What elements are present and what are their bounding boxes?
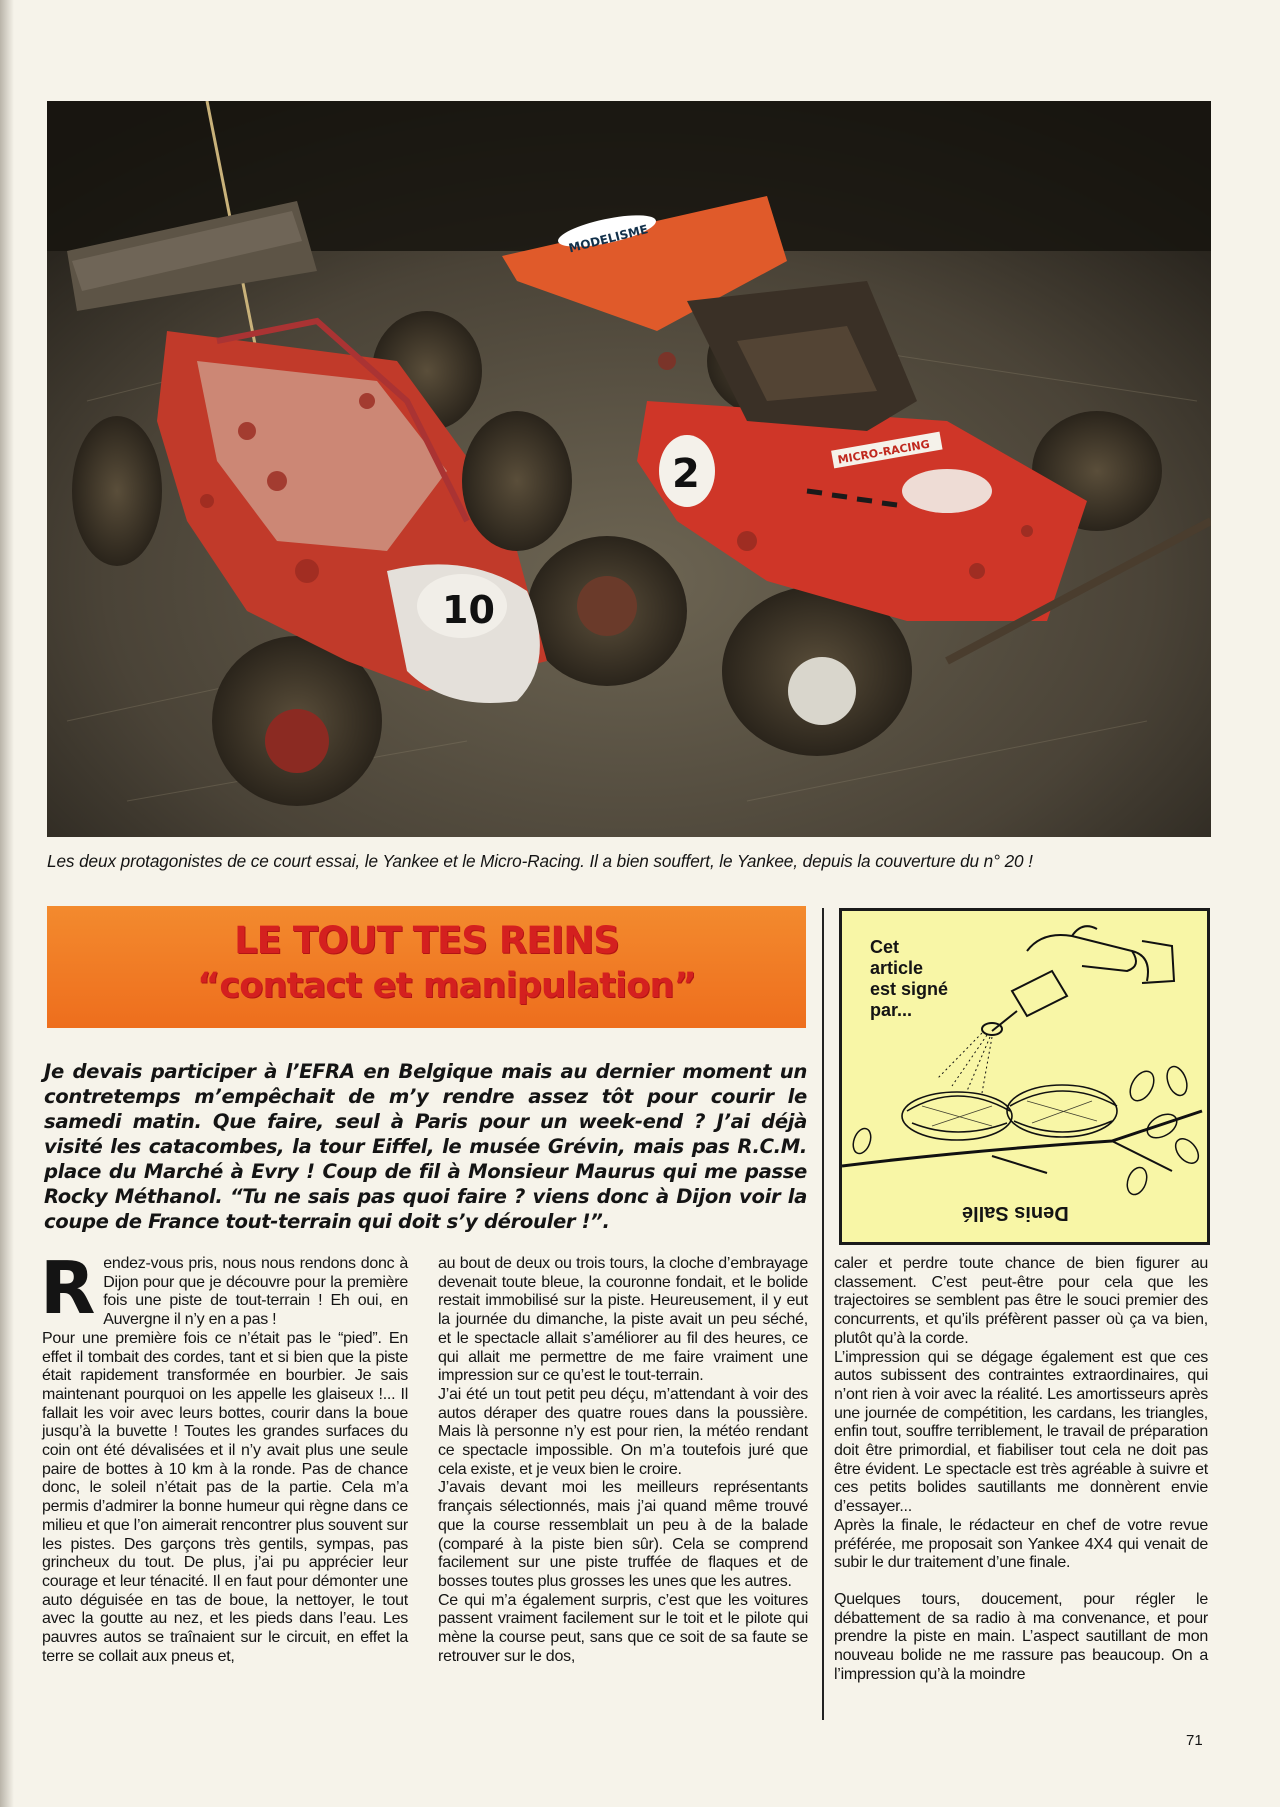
signature-intro	[870, 937, 980, 1021]
paragraph: J’ai été un tout petit peu déçu, m’attendant à voir des autos déraper des quatre roues dans la poussière. Mais là personne n’y est pour rien, la météo rendant ce spectacle impossible. On m’a toutefois juré que cela existe, et je veux bien le croire.	[438, 1385, 808, 1478]
paragraph: au bout de deux ou trois tours, la cloche d’embrayage devenait toute bleue, la couronne fondait, et le bolide restait immobilisé sur la piste. Heureusement, il y eut la journée du dimanche, la piste avait un peu séché, et le spectacle allait s’améliorer au fil des heures, ce qui allait me permettre de me faire vraiment une impression sur ce qu’est le tout-terrain.	[438, 1255, 808, 1385]
paragraph	[40, 1246, 408, 1330]
paragraph: L’impression qui se dégage également est que ces autos subissent des contraintes extraordinaires, qui n’ont rien à voir avec la réalité. Les amortisseurs après une journée de compétition, les cardans, les triangles, enfin tout, souffre terriblement, le travail de préparation doit être primordial, et fiabiliser tout cela ne doit pas être évident. Le spectacle est très agréable à suivre et ces petits bolides sautillants me donnèrent envie d’essayer...	[834, 1348, 1208, 1516]
svg-text:10: 10	[442, 588, 495, 632]
drop-cap: R	[40, 1246, 96, 1330]
paragraph: Ce qui m’a également surpris, c’est que les voitures passent vraiment facilement sur le toit et le pilote qui mène la course peut, sans que ce soit de sa faute se retrouver sur le dos,	[438, 1591, 808, 1665]
paragraph: J’avais devant moi les meilleurs représentants français sélectionnés, mais j’ai quand même trouvé que la course ressemblait un peu à de la balade (comparé à la piste bien sûr). Cela se comprend facilement sur une piste truffée de flaques et de bosses toutes plus grosses les unes que les autres.	[438, 1479, 808, 1590]
author-name: Denis Sallé	[962, 1202, 1069, 1224]
body-column-2	[438, 1255, 808, 1666]
svg-text:MODELISME: MODELISME	[567, 222, 650, 256]
author-signature-box	[839, 908, 1210, 1245]
page-binding-shadow	[0, 0, 14, 1807]
paragraph: Après la finale, le rédacteur en chef de votre revue préférée, me proposait son Yankee 4X4 qui venait de subir le dur traitement d’une finale.	[834, 1516, 1208, 1572]
svg-text:MICRO-RACING: MICRO-RACING	[836, 437, 931, 467]
body-column-3	[834, 1255, 1208, 1684]
paragraph-text: endez-vous pris, nous nous rendons donc à Dijon pour que je découvre pour la première fois une piste de tout-terrain ! Eh oui, en Auvergne il n’y en a pas !	[103, 1255, 408, 1329]
article-subtitle: “contact et manipulation”	[197, 966, 696, 1006]
article-title-banner	[47, 906, 806, 1028]
signature-intro-line: par...	[870, 1000, 913, 1020]
page-number: 71	[1186, 1732, 1203, 1749]
signature-intro-line: article	[870, 958, 924, 978]
photo-caption: Les deux protagonistes de ce court essai, le Yankee et le Micro-Racing. Il a bien souffert, le Yankee, depuis la couverture du n° 20 !	[47, 851, 1033, 871]
paragraph: Pour une première fois ce n’était pas le “pied”. En effet il tombait des cordes, tant et si bien que la piste était rapidement transformée en bourbier. Je sais maintenant pourquoi on les appelle les glaiseux !... Il fallait les voir avec leurs bottes, courir dans la boue jusqu’à la buvette ! Toutes les grandes surfaces du coin ont été dévalisées et il n’y avait plus une seule paire de bottes à 10 km à la ronde. Pas de chance donc, le soleil n’était pas de la partie. Cela m’a permis d’admirer la bonne humeur qui règne dans ce milieu et que l’on aimerait rencontrer plus souvent sur les pistes. Des garçons très gentils, sympas, pas grincheux du tout. De plus, j’ai pu apprécier leur courage et leur ténacité. Il en faut pour démonter une auto déguisée en tas de boue, la nettoyer, le tout avec la goutte au nez, et les pieds dans l’eau. Les pauvres autos se traînaient sur le circuit, en effet la terre se collait aux pneus et,	[42, 1329, 408, 1665]
body-column-1	[40, 1246, 408, 1666]
lead-paragraph: Je devais participer à l’EFRA en Belgique mais au dernier moment un contretemps m’empêchait de m’y rendre assez tôt pour courir le samedi matin. Que faire, seul à Paris pour un week-end ? J’ai déjà visité les catacombes, la tour Eiffel, le musée Grévin, mais pas R.C.M. place du Marché à Evry ! Coup de fil à Monsieur Maurus qui me passe Rocky Méthanol. “Tu ne sais pas quoi faire ? viens donc à Dijon voir la coupe de France tout-terrain qui doit s’y dérouler !”.	[44, 1060, 807, 1233]
signature-intro-line: est signé	[870, 979, 949, 999]
svg-text:2: 2	[672, 451, 700, 497]
photo-rc-buggies	[47, 101, 1211, 837]
paragraph: Quelques tours, doucement, pour régler le débattement de sa radio à ma convenance, et pour prendre la piste en main. L’aspect sautillant de mon nouveau bolide ne me rassure pas beaucoup. On a l’impression qu’à la moindre	[834, 1590, 1208, 1683]
paragraph: caler et perdre toute chance de bien figurer au classement. C’est peut-être pour cela que les trajectoires se semblent pas être le souci premier des concurrents, et qu’ils préfèrent passer où ça va bien, plutôt qu’à la corde.	[834, 1255, 1208, 1347]
column-divider	[822, 908, 824, 1720]
article-title: LE TOUT TES REINS	[234, 919, 619, 962]
signature-intro-line: Cet	[870, 937, 900, 957]
